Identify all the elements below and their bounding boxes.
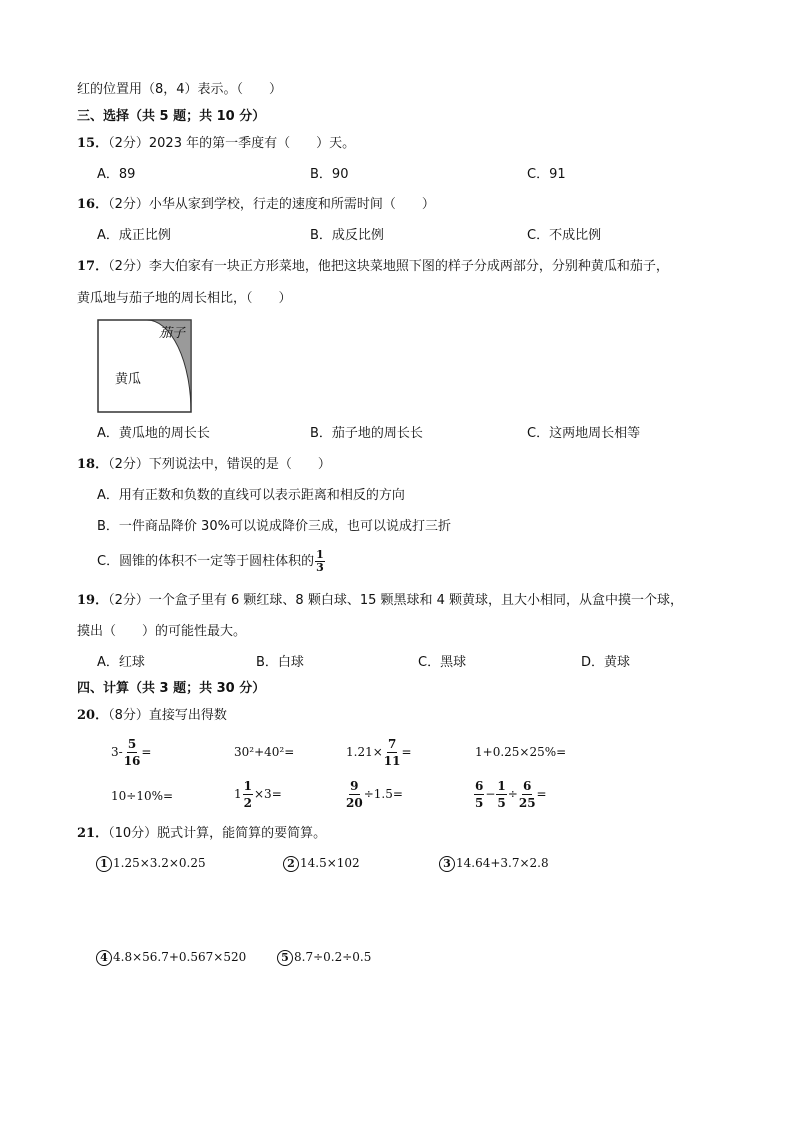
question-score: （8分） — [108, 708, 149, 723]
option-c: C．这两地周长相等 — [527, 426, 641, 441]
option-a: A．成正比例 — [97, 228, 171, 243]
carryover-line: 红的位置用（8，4）表示。（ ） — [77, 82, 283, 97]
option-b: B．茄子地的周长长 — [310, 426, 423, 441]
expr-5: 10÷10%= — [111, 789, 174, 803]
question-number: 21． — [77, 826, 109, 841]
question-text: 下列说法中，错误的是（ ） — [148, 457, 331, 472]
question-score: （2分） — [108, 197, 149, 212]
question-text: 一个盒子里有 6 颗红球、8 颗白球、15 颗黑球和 4 颗黄球，且大小相同，从盒中摸一个球， — [148, 593, 684, 608]
expr-4: 1+0.25×25%= — [475, 745, 567, 759]
question-18 — [77, 456, 331, 474]
option-a: A．用有正数和负数的直线可以表示距离和相反的方向 — [97, 488, 405, 503]
option-b: B．一件商品降价 30%可以说成降价三成，也可以说成打三折 — [97, 519, 451, 534]
calc-item-2: 2 14.5×102 — [283, 856, 360, 872]
calc-item-1: 1 1.25×3.2×0.25 — [96, 856, 206, 872]
question-score: （2分） — [108, 259, 149, 274]
question-number: 16． — [77, 197, 109, 212]
question-number: 17． — [77, 259, 109, 274]
eggplant-label: 茄子 — [159, 326, 186, 341]
cucumber-label: 黄瓜 — [115, 372, 142, 387]
question-19-line2: 摸出（ ）的可能性最大。 — [77, 624, 247, 639]
option-c: C．黑球 — [418, 655, 467, 670]
question-number: 19． — [77, 593, 109, 608]
question-number: 18． — [77, 457, 109, 472]
question-score: （2分） — [108, 457, 149, 472]
option-a: A．红球 — [97, 655, 145, 670]
section-3-heading: 三、选择（共 5 题；共 10 分） — [77, 109, 266, 124]
option-b: B．成反比例 — [310, 228, 384, 243]
question-20 — [77, 707, 227, 725]
section-4-heading: 四、计算（共 3 题；共 30 分） — [77, 681, 266, 696]
fraction-one-third: $\frac{1}{3}$ — [316, 548, 324, 574]
option-b: B．90 — [310, 167, 349, 182]
expr-6: 1 $\frac{1}{2}$ ×3= — [234, 779, 282, 810]
question-text: 直接写出得数 — [148, 708, 227, 723]
question-score: （10分） — [108, 826, 158, 841]
question-21 — [77, 825, 326, 843]
question-number: 15． — [77, 136, 109, 151]
option-a: A．89 — [97, 167, 136, 182]
question-17 — [77, 258, 669, 276]
option-a: A．黄瓜地的周长长 — [97, 426, 210, 441]
expr-7: $\frac{9}{20}$ ÷1.5= — [346, 779, 403, 810]
expr-2: 30²+40²= — [234, 745, 295, 759]
question-17-line2: 黄瓜地与茄子地的周长相比，（ ） — [77, 291, 292, 306]
option-b: B．白球 — [256, 655, 304, 670]
calc-item-4: 4 4.8×56.7+0.567×520 — [96, 950, 246, 966]
question-number: 20． — [77, 708, 109, 723]
question-score: （2分） — [108, 593, 149, 608]
expr-8: $\frac{6}{5}$ − $\frac{1}{5}$ ÷ $\frac{6}{25}$ = — [475, 779, 547, 810]
question-text: 脱式计算，能简算的要简算。 — [157, 826, 327, 841]
option-c: C．91 — [527, 167, 566, 182]
expr-3: 1.21× $\frac{7}{11}$ = — [346, 737, 412, 768]
question-text: 2023 年的第一季度有（ ）天。 — [148, 136, 356, 151]
question-score: （2分） — [108, 136, 149, 151]
calc-item-5: 5 8.7÷0.2÷0.5 — [277, 950, 371, 966]
option-c-text: C．圆锥的体积不一定等于圆柱体积的 — [97, 554, 315, 569]
question-16 — [77, 196, 435, 214]
question-19 — [77, 592, 683, 610]
question-text: 李大伯家有一块正方形菜地，他把这块菜地照下图的样子分成两部分，分别种黄瓜和茄子， — [148, 259, 669, 274]
option-c: C．不成比例 — [527, 228, 602, 243]
option-c — [97, 549, 326, 574]
option-d: D．黄球 — [581, 655, 631, 670]
calc-item-3: 3 14.64+3.7×2.8 — [439, 856, 549, 872]
question-text: 小华从家到学校，行走的速度和所需时间（ ） — [148, 197, 435, 212]
square-field-figure — [97, 319, 193, 415]
expr-1: 3- $\frac{5}{16}$ = — [111, 737, 152, 768]
question-15 — [77, 135, 355, 153]
